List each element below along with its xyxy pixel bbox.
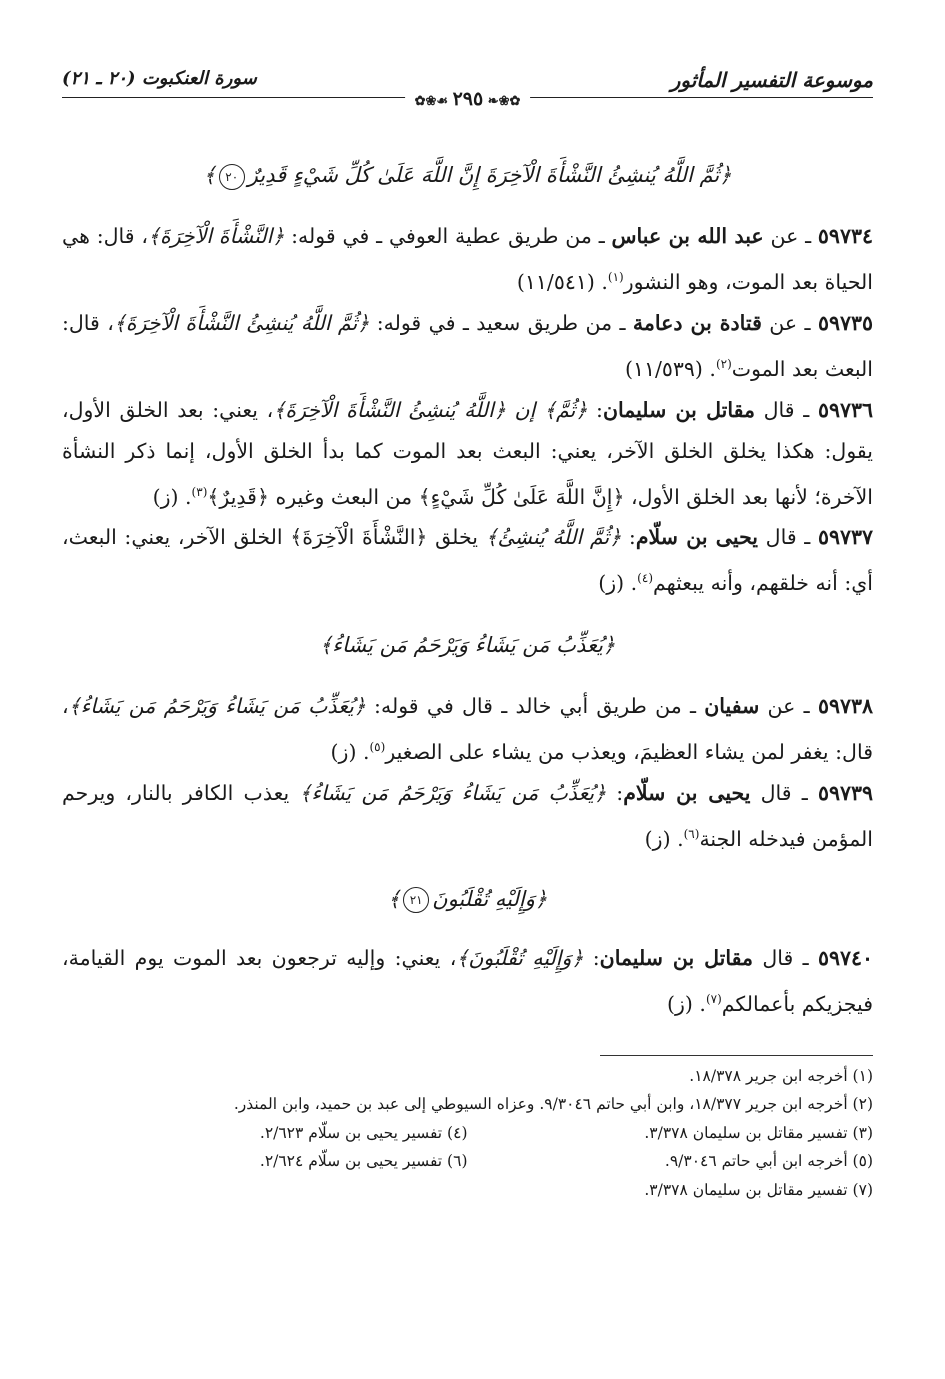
book-title: موسوعة التفسير المأثور (670, 68, 873, 92)
quran-quote: ﴿ثُمَّ﴾ إن ﴿اللَّهُ يُنشِئُ النَّشْأَةَ الْآخِرَةَ﴾ (273, 397, 588, 422)
page-number: ✿❀❧ ٢٩٥ ☙❀✿ (405, 88, 531, 110)
narration-entry: ٥٩٧٣٦ ـ قال مقاتل بن سليمان: ﴿ثُمَّ﴾ إن ﴿اللَّهُ يُنشِئُ النَّشْأَةَ الْآخِرَةَ﴾، يعني: بعد الخلق الأول، يقول: هكذا يخلق الخلق الآخر، يعني: البعث بعد الموت كما بدأ الخلق الأول، إنما ذكر النشأة الآخرة؛ لأنها بعد الخلق الأول، ﴿إِنَّ اللَّهَ عَلَىٰ كُلِّ شَيْءٍ﴾ من البعث وغيره ﴿قَدِيرٌ﴾$^{(٣)}$. (ز) (62, 397, 874, 509)
verse-number-icon: ٢١ (403, 887, 429, 913)
footnote-row (62, 1119, 873, 1148)
narrator-name: يحيى بن سلّام (623, 781, 751, 806)
narration-entry: ٥٩٧٣٥ ـ عن قتادة بن دعامة ـ من طريق سعيد ـ في قوله: ﴿ثُمَّ اللَّهُ يُنشِئُ النَّشْأَةَ الْآخِرَةَ﴾، قال: البعث بعد الموت$^{(٢)}$. (١١/٥٣٩) (62, 310, 873, 381)
narrator-name: مقاتل بن سليمان (599, 945, 753, 970)
footnote-ref: (٥) (369, 740, 386, 755)
surah-label: سورة العنكبوت (٢٠ ـ ٢١) (62, 68, 257, 89)
footnote-ref: (٧) (705, 991, 722, 1006)
narration-entry: ٥٩٧٣٧ ـ قال يحيى بن سلّام: ﴿ثُمَّ اللَّهُ يُنشِئُ﴾ يخلق ﴿النَّشْأَةَ الْآخِرَةَ﴾ الخلق الآخر، يعني: البعث، أي: أنه خلقهم، وأنه يبعثهم$^{(٤)}$. (ز) (62, 525, 874, 596)
verse-heading: ﴿وَإِلَيْهِ تُقْلَبُونَ٢١﴾ (62, 882, 873, 916)
footnote: (٦) تفسير يحيى بن سلّام ٢/٦٢٤. (259, 1152, 468, 1171)
narrator-name: عبد الله بن عباس (611, 224, 764, 248)
footnote-ref: (٦) (683, 827, 700, 842)
entry-number: ٥٩٧٤٠ (817, 945, 873, 970)
verse-number-icon: ٢٠ (219, 164, 245, 190)
narrator-name: سفيان (704, 694, 760, 719)
footnote-ref: (٤) (637, 571, 653, 586)
footnote: (٥) أخرجه ابن أبي حاتم ٩/٣٠٤٦. (664, 1152, 873, 1171)
verse-heading: ﴿ثُمَّ اللَّهُ يُنشِئُ النَّشْأَةَ الْآخِرَةَ إِنَّ اللَّهَ عَلَىٰ كُلِّ شَيْءٍ قَدِيرٌ٢٠﴾ (62, 158, 873, 192)
quran-quote: ﴿يُعَذِّبُ مَن يَشَاءُ وَيَرْحَمُ مَن يَشَاءُ﴾ (68, 694, 366, 719)
ornament-right-icon: ✿❀❧ (483, 94, 521, 109)
narration-entry: ٥٩٧٣٤ ـ عن عبد الله بن عباس ـ من طريق عطية العوفي ـ في قوله: ﴿النَّشْأَةَ الْآخِرَةَ﴾، قال: هي الحياة بعد الموت، وهو النشور$^{(١)}$. (١١/٥٤١) (62, 224, 873, 294)
narrator-name: مقاتل بن سليمان (602, 397, 755, 422)
footnote: (٤) تفسير يحيى بن سلّام ٢/٦٢٣. (259, 1123, 468, 1142)
footnote-ref: (١) (607, 270, 624, 284)
ornament-left-icon: ☙❀✿ (414, 94, 453, 109)
quran-quote: ﴿ثُمَّ اللَّهُ يُنشِئُ﴾ (485, 525, 622, 550)
quran-quote: ﴿ثُمَّ اللَّهُ يُنشِئُ النَّشْأَةَ الْآخِرَةَ﴾ (113, 310, 370, 335)
footnote-ref: (٣) (191, 484, 208, 499)
quran-quote: ﴿النَّشْأَةَ الْآخِرَةَ﴾ (147, 224, 285, 248)
entry-number: ٥٩٧٣٤ (817, 224, 873, 248)
narrator-name: قتادة بن دعامة (632, 310, 762, 335)
narration-entry: ٥٩٧٣٩ ـ قال يحيى بن سلّام: ﴿يُعَذِّبُ مَن يَشَاءُ وَيَرْحَمُ مَن يَشَاءُ﴾ يعذب الكافر بالنار، ويرحم المؤمن فيدخله الجنة$^{(٦)}$. (ز) (62, 781, 874, 851)
footnote: (٣) تفسير مقاتل بن سليمان ٣/٣٧٨. (644, 1123, 873, 1142)
verse-heading: ﴿يُعَذِّبُ مَن يَشَاءُ وَيَرْحَمُ مَن يَشَاءُ﴾ (319, 633, 616, 658)
narrator-name: يحيى بن سلّام (635, 525, 759, 550)
footnote: (١) أخرجه ابن جرير ١٨/٣٧٨. (689, 1066, 873, 1085)
running-header (62, 60, 873, 114)
entry-number: ٥٩٧٣٩ (817, 781, 874, 806)
footnote: (٧) تفسير مقاتل بن سليمان ٣/٣٧٨. (644, 1180, 873, 1199)
quran-quote: ﴿وَإِلَيْهِ تُقْلَبُونَ﴾ (456, 945, 584, 970)
narration-entry: ٥٩٧٣٨ ـ عن سفيان ـ من طريق أبي خالد ـ قال في قوله: ﴿يُعَذِّبُ مَن يَشَاءُ وَيَرْحَمُ مَن يَشَاءُ﴾، قال: يغفر لمن يشاء العظيمَ، ويعذب من يشاء على الصغير$^{(٥)}$. (ز) (62, 694, 873, 765)
entry-number: ٥٩٧٣٦ (817, 397, 874, 422)
footnote-ref: (٢) (715, 356, 732, 371)
narration-entry: ٥٩٧٤٠ ـ قال مقاتل بن سليمان: ﴿وَإِلَيْهِ تُقْلَبُونَ﴾، يعني: وإليه ترجعون بعد الموت يوم القيامة، فيجزيكم بأعمالكم$^{(٧)}$. (ز) (62, 945, 873, 1016)
entry-number: ٥٩٧٣٧ (817, 525, 874, 550)
entry-number: ٥٩٧٣٨ (817, 694, 873, 719)
footnote-row (62, 1147, 873, 1176)
footnote: (٢) أخرجه ابن جرير ١٨/٣٧٧، وابن أبي حاتم ٩/٣٠٤٦. وعزاه السيوطي إلى عبد بن حميد، وابن المنذر. (233, 1095, 873, 1114)
entry-number: ٥٩٧٣٥ (817, 310, 873, 335)
quran-quote: ﴿يُعَذِّبُ مَن يَشَاءُ وَيَرْحَمُ مَن يَشَاءُ﴾ (299, 781, 607, 806)
page (62, 60, 873, 1350)
